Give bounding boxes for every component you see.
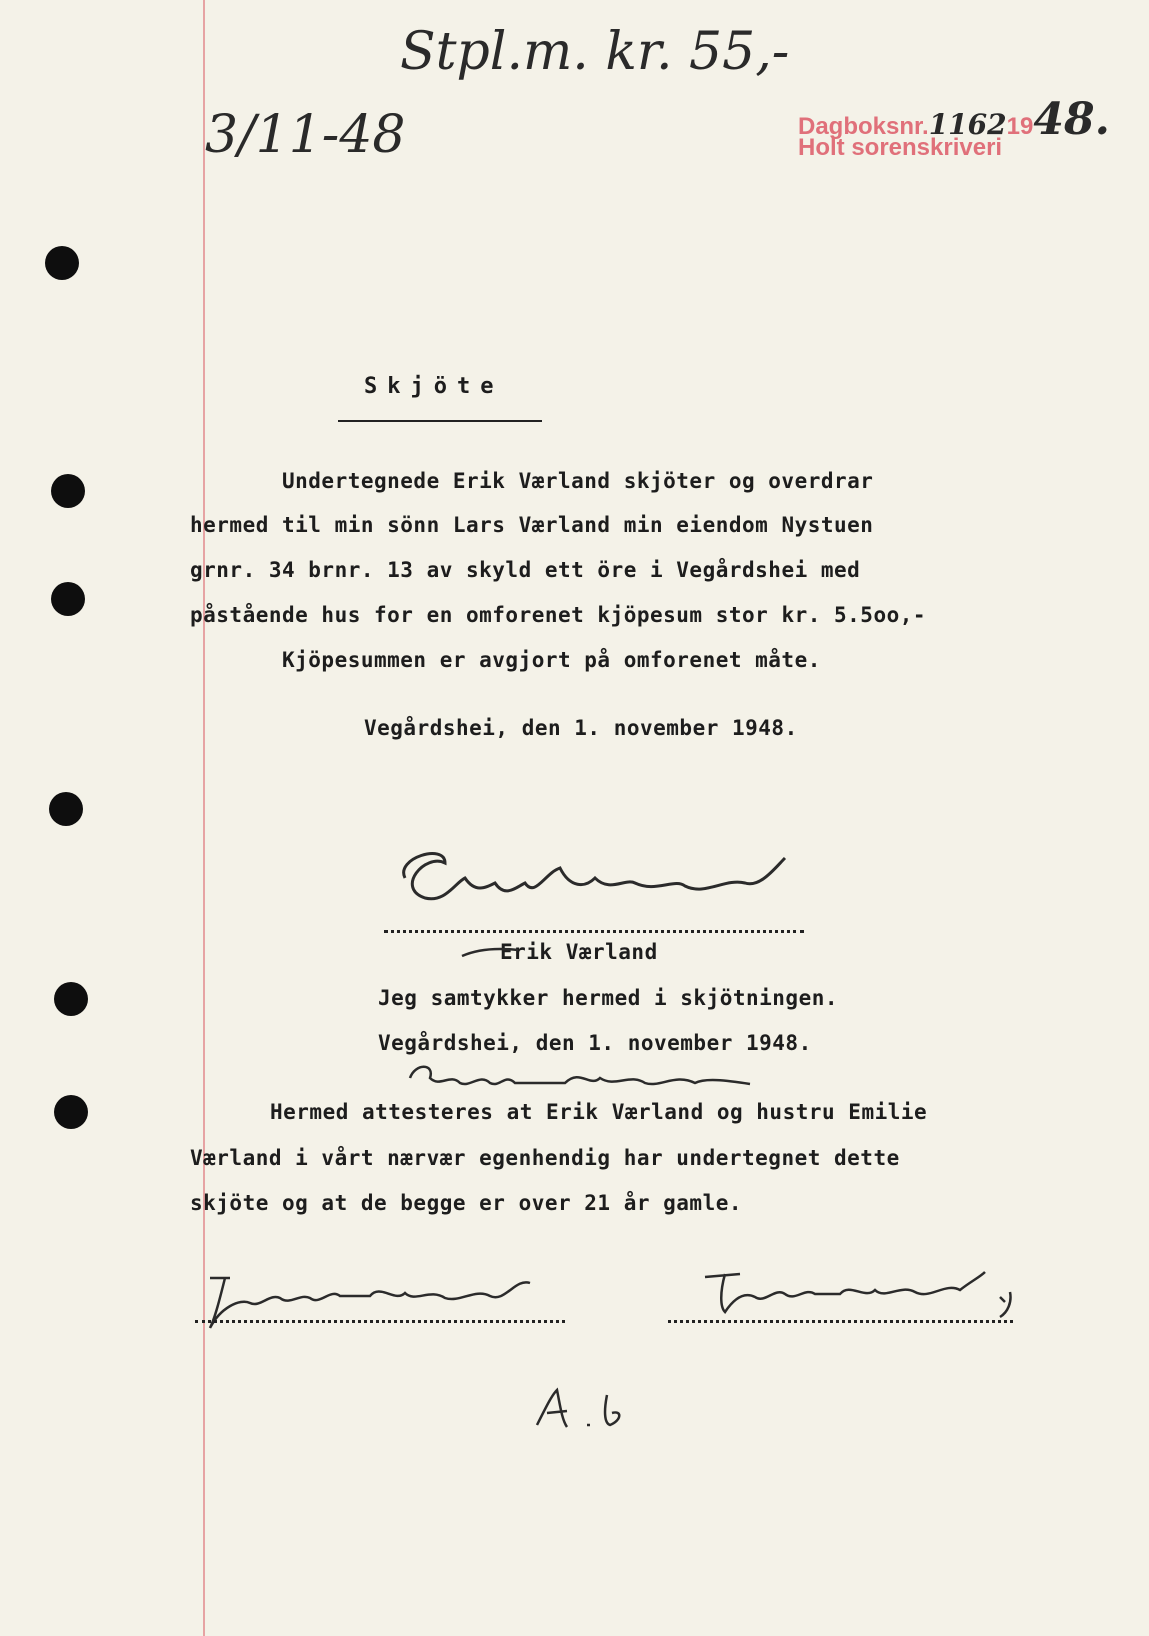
date-note: 3/11-48 bbox=[205, 105, 406, 165]
attestation-line: Værland i vårt nærvær egenhendig har undertegnet dette bbox=[190, 1146, 900, 1170]
attestation-line: Hermed attesteres at Erik Værland og hustru Emilie bbox=[270, 1100, 928, 1124]
body-line: grnr. 34 brnr. 13 av skyld ett öre i Vegårdshei med bbox=[190, 558, 861, 582]
document-title: Skjöte bbox=[364, 374, 504, 399]
signature-erik bbox=[385, 848, 805, 918]
punch-hole bbox=[51, 474, 85, 508]
signature-witness-2 bbox=[700, 1262, 1030, 1322]
fee-note: Stpl.m. kr. 55,- bbox=[400, 22, 790, 82]
body-line: Undertegnede Erik Værland skjöter og overdrar bbox=[282, 469, 874, 493]
signature-witness-1 bbox=[200, 1268, 550, 1338]
body-line: hermed til min sönn Lars Værland min eiendom Nystuen bbox=[190, 513, 874, 537]
punch-hole bbox=[54, 1095, 88, 1129]
initials-mark bbox=[532, 1385, 642, 1435]
punch-hole bbox=[49, 792, 83, 826]
stamp-label: Dagboksnr. bbox=[798, 113, 929, 140]
signature-line bbox=[384, 930, 804, 933]
signature-emilie bbox=[405, 1058, 765, 1098]
stamp-year-printed: 19 bbox=[1006, 113, 1034, 140]
stamp-year-hand: 48. bbox=[1033, 94, 1110, 145]
place-date: Vegårdshei, den 1. november 1948. bbox=[378, 1031, 812, 1055]
witness-line-1 bbox=[195, 1320, 565, 1323]
title-underline bbox=[338, 420, 542, 422]
punch-hole bbox=[51, 582, 85, 616]
body-line: Kjöpesummen er avgjort på omforenet måte. bbox=[282, 648, 821, 672]
attestation-line: skjöte og at de begge er over 21 år gamle. bbox=[190, 1191, 743, 1215]
signatory-name: Erik Værland bbox=[500, 940, 658, 964]
stamp-number: 1162 bbox=[928, 108, 1007, 141]
punch-hole bbox=[45, 246, 79, 280]
place-date: Vegårdshei, den 1. november 1948. bbox=[364, 716, 798, 740]
signature-flourish bbox=[460, 946, 520, 958]
body-line: påstående hus for en omforenet kjöpesum stor kr. 5.5oo,- bbox=[190, 603, 927, 627]
red-margin-line bbox=[203, 0, 205, 1636]
witness-line-2 bbox=[668, 1320, 1013, 1323]
punch-hole bbox=[54, 982, 88, 1016]
stamp-office: Holt sorenskriveri bbox=[798, 134, 1003, 161]
consent-text: Jeg samtykker hermed i skjötningen. bbox=[378, 986, 839, 1010]
